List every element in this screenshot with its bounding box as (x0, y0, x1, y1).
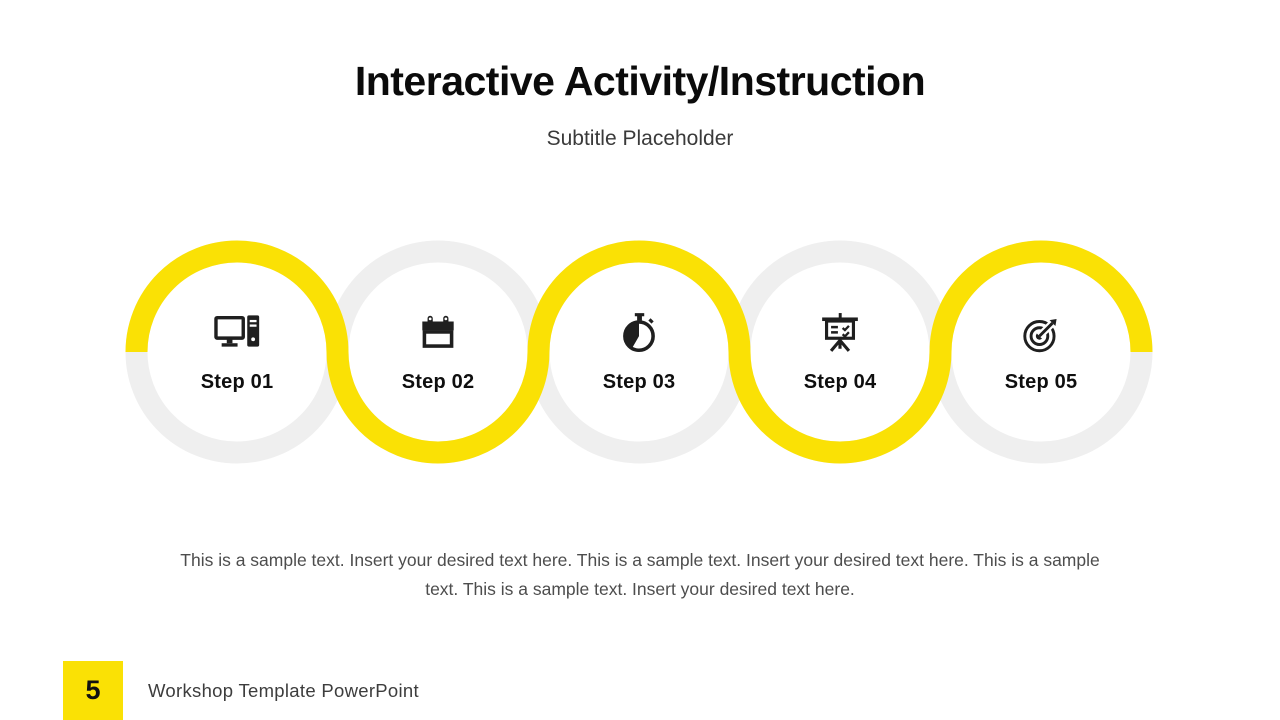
step-label-1: Step 01 (200, 371, 274, 393)
step-label-3: Step 03 (602, 371, 676, 393)
page-number: 5 (85, 675, 101, 705)
slide-subtitle: Subtitle Placeholder (546, 127, 734, 150)
stopwatch-icon (554, 309, 724, 357)
step-label-2: Step 02 (401, 371, 475, 393)
step-label-5: Step 05 (1004, 371, 1078, 393)
step-label-4: Step 04 (803, 371, 877, 393)
footer-title: Workshop Template PowerPoint (148, 679, 419, 701)
step-item-5 (956, 309, 1126, 394)
body-placeholder-text: This is a sample text. Insert your desired text here. This is a sample text. Insert your desired text here. This is a sample text. This is a sample text. Insert your desired text here. (180, 550, 1100, 599)
step-item-4 (755, 309, 925, 394)
step-item-2 (353, 309, 523, 394)
target-arrow-icon (956, 309, 1126, 357)
presentation-board-icon (755, 309, 925, 357)
slide-title: Interactive Activity/Instruction (354, 58, 926, 104)
step-item-3 (554, 309, 724, 394)
page-number-badge (63, 661, 123, 720)
step-item-1 (152, 309, 322, 394)
calendar-icon (353, 309, 523, 357)
desktop-computer-icon (152, 309, 322, 357)
